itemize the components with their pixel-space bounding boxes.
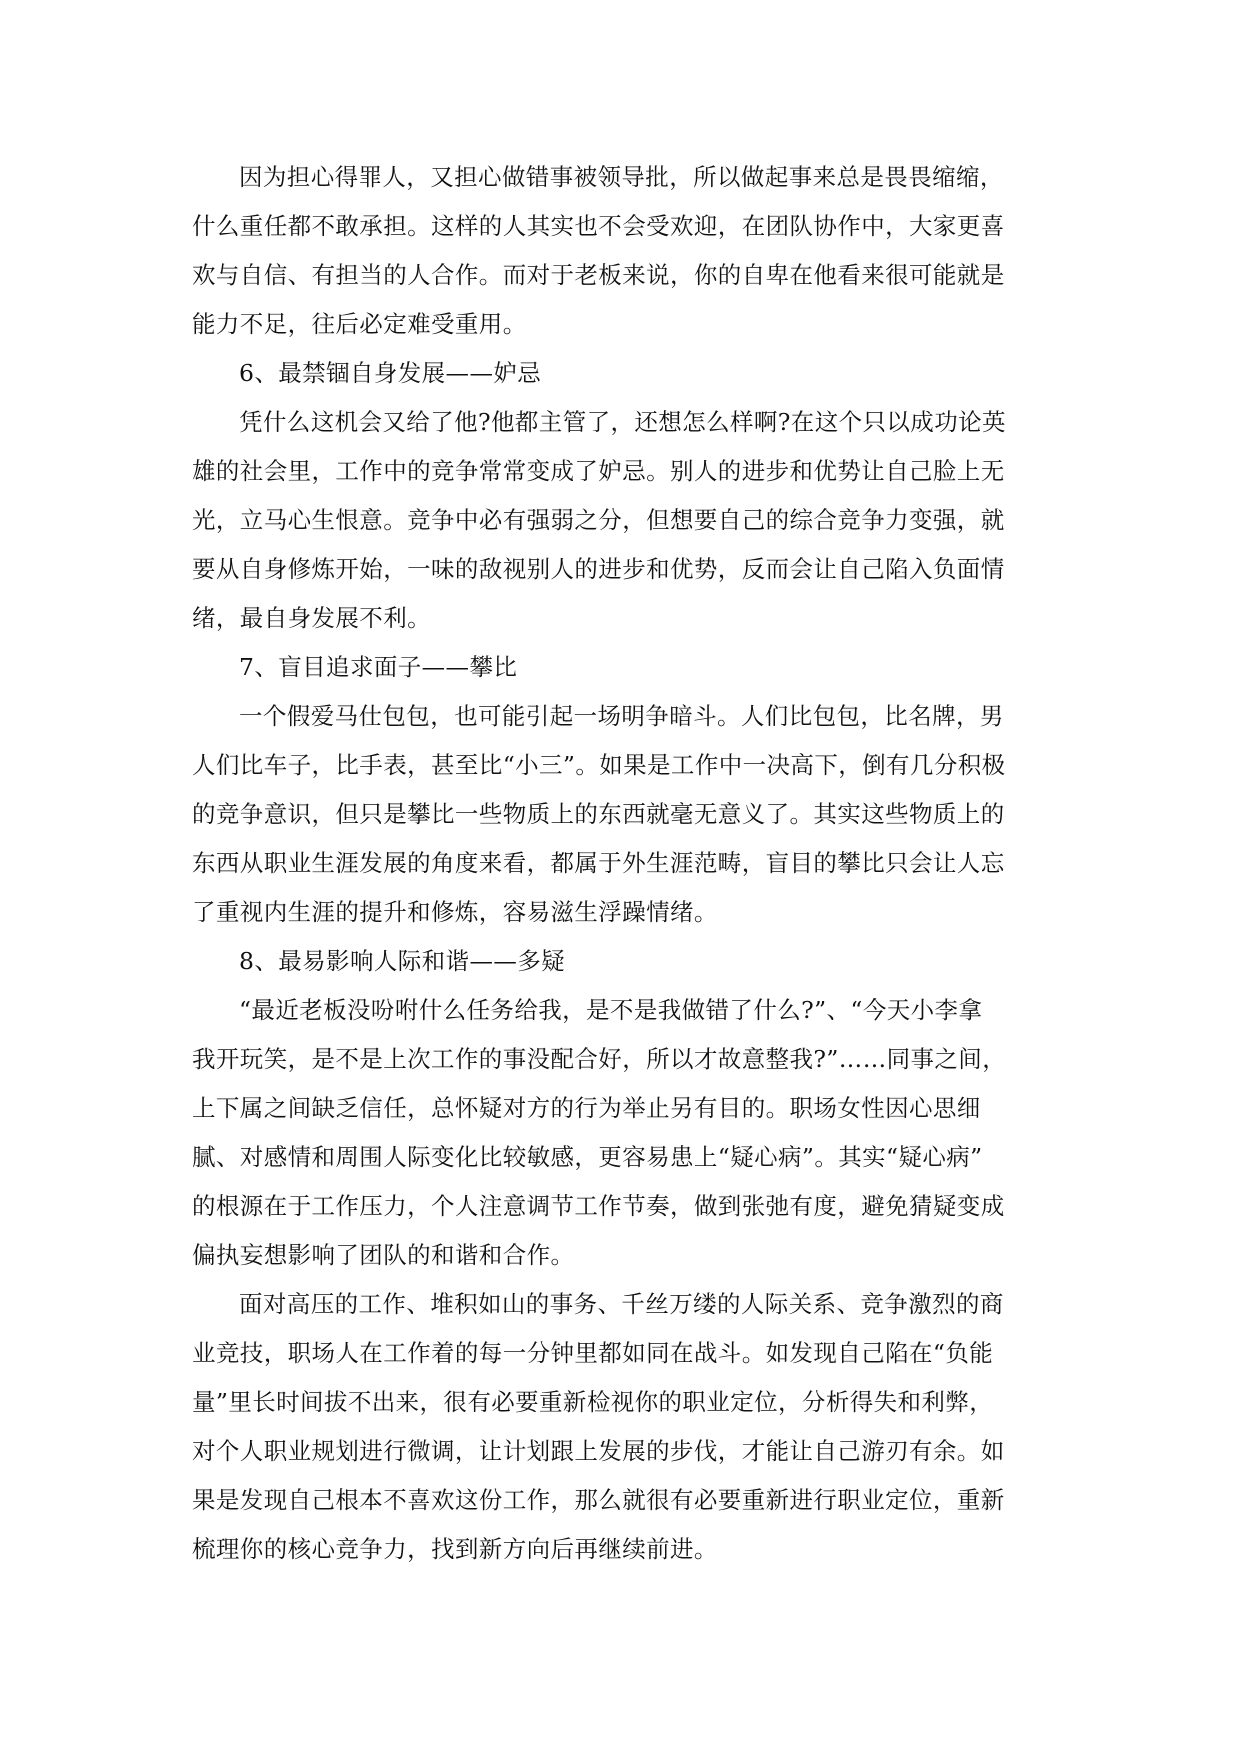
paragraph-line: 能力不足，往后必定难受重用。 — [192, 310, 527, 338]
paragraph-line: 的竞争意识，但只是攀比一些物质上的东西就毫无意义了。其实这些物质上的 — [192, 800, 1005, 828]
section-heading-6: 6、最禁锢自身发展——妒忌 — [239, 359, 542, 387]
paragraph-line: 对个人职业规划进行微调，让计划跟上发展的步伐，才能让自己游刃有余。如 — [192, 1437, 1005, 1465]
paragraph-line: 了重视内生涯的提升和修炼，容易滋生浮躁情绪。 — [192, 898, 718, 926]
paragraph-line: 要从自身修炼开始，一味的敌视别人的进步和优势，反而会让自己陷入负面情 — [192, 555, 1005, 583]
paragraph-line: 偏执妄想影响了团队的和谐和合作。 — [192, 1241, 575, 1269]
paragraph-line: 欢与自信、有担当的人合作。而对于老板来说，你的自卑在他看来很可能就是 — [192, 261, 1005, 289]
paragraph-line: 什么重任都不敢承担。这样的人其实也不会受欢迎，在团队协作中，大家更喜 — [192, 212, 1005, 240]
paragraph-line: 人们比车子，比手表，甚至比“小三”。如果是工作中一决高下，倒有几分积极 — [192, 751, 1006, 779]
paragraph-line: 业竞技，职场人在工作着的每一分钟里都如同在战斗。如发现自己陷在“负能 — [192, 1339, 994, 1367]
paragraph-line: 的根源在于工作压力，个人注意调节工作节奏，做到张弛有度，避免猜疑变成 — [192, 1192, 1005, 1220]
paragraph-line: 我开玩笑，是不是上次工作的事没配合好，所以才故意整我?”……同事之间， — [192, 1045, 1007, 1073]
paragraph-line: 光，立马心生恨意。竞争中必有强弱之分，但想要自己的综合竞争力变强，就 — [192, 506, 1005, 534]
paragraph-line: 雄的社会里，工作中的竞争常常变成了妒忌。别人的进步和优势让自己脸上无 — [192, 457, 1005, 485]
paragraph-line: 腻、对感情和周围人际变化比较敏感，更容易患上“疑心病”。其实“疑心病” — [192, 1143, 983, 1171]
section-heading-8: 8、最易影响人际和谐——多疑 — [239, 947, 566, 975]
paragraph-line: 绪，最自身发展不利。 — [192, 604, 431, 632]
paragraph-line: “最近老板没吩咐什么任务给我，是不是我做错了什么?”、“今天小李拿 — [239, 996, 983, 1024]
paragraph-line: 凭什么这机会又给了他?他都主管了，还想怎么样啊?在这个只以成功论英 — [239, 408, 1006, 436]
section-heading-7: 7、盲目追求面子——攀比 — [239, 653, 518, 681]
paragraph-line: 上下属之间缺乏信任，总怀疑对方的行为举止另有目的。职场女性因心思细 — [192, 1094, 981, 1122]
paragraph-line: 面对高压的工作、堆积如山的事务、千丝万缕的人际关系、竞争激烈的商 — [239, 1290, 1004, 1318]
paragraph-line: 果是发现自己根本不喜欢这份工作，那么就很有必要重新进行职业定位，重新 — [192, 1486, 1005, 1514]
article-body — [192, 153, 1052, 1574]
paragraph-line: 因为担心得罪人，又担心做错事被领导批，所以做起事来总是畏畏缩缩， — [239, 163, 1004, 191]
paragraph-line: 量”里长时间拔不出来，很有必要重新检视你的职业定位，分析得失和利弊， — [192, 1388, 994, 1416]
paragraph-line: 梳理你的核心竞争力，找到新方向后再继续前进。 — [192, 1535, 718, 1563]
paragraph-line: 一个假爱马仕包包，也可能引起一场明争暗斗。人们比包包，比名牌，男 — [239, 702, 1004, 730]
paragraph-line: 东西从职业生涯发展的角度来看，都属于外生涯范畴，盲目的攀比只会让人忘 — [192, 849, 1005, 877]
